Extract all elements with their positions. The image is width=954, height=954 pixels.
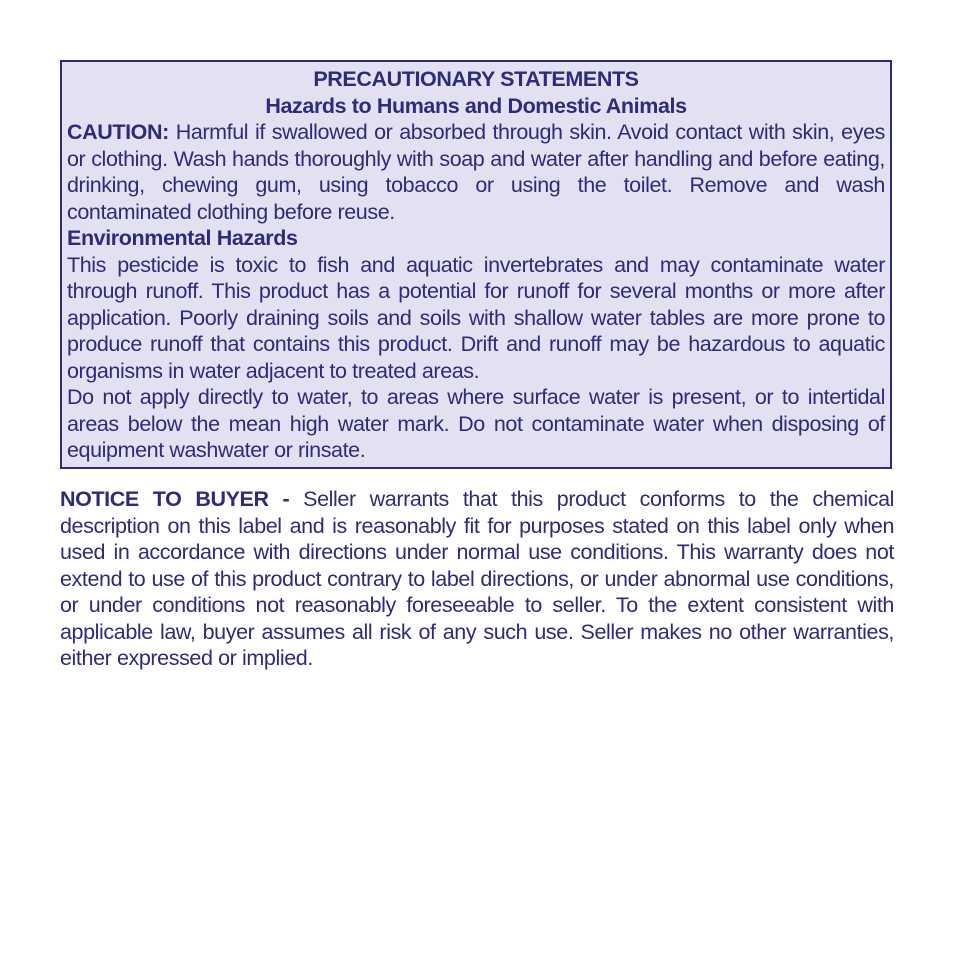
environmental-paragraph-2: Do not apply directly to water, to areas where surface water is present, or to intertidal areas below the mean high water mark. Do not contaminate water when disposing of equipment washwater or rinsate. [67,385,885,462]
caution-text: Harmful if swallowed or absorbed through skin. Avoid contact with skin, eyes or clothing. Wash hands thoroughly with soap and water after handling and before eating, drinking, chewing gum, using tobacco or using the toilet. Remove and wash contaminated clothing before reuse. [67,120,885,224]
hazards-humans-subtitle: Hazards to Humans and Domestic Animals [265,93,687,118]
environmental-hazards-heading: Environmental Hazards [67,226,298,250]
notice-text: Seller warrants that this product conforms to the chemical description on this label and is reasonably fit for purposes stated on this label only when used in accordance with directions under normal use conditions. This warranty does not extend to use of this product contrary to label directions, or under abnormal use conditions, or under conditions not reasonably foreseeable to seller. To the extent consistent with applicable law, buyer assumes all risk of any such use. Seller makes no other warranties, either expressed or implied. [60,487,895,670]
precautionary-statements-box [60,60,892,469]
caution-label: CAUTION: [67,120,169,144]
caution-paragraph [67,119,885,225]
environmental-paragraph-1: This pesticide is toxic to fish and aquatic invertebrates and may contaminate water through runoff. This product has a potential for runoff for several months or more after application. Poorly draining soils and soils with shallow water tables are more prone to produce runoff that contains this product. Drift and runoff may be hazardous to aquatic organisms in water adjacent to treated areas. [67,252,885,383]
notice-label: NOTICE TO BUYER - [60,487,290,511]
notice-to-buyer-paragraph [60,486,894,672]
precautionary-title: PRECAUTIONARY STATEMENTS [313,67,639,91]
